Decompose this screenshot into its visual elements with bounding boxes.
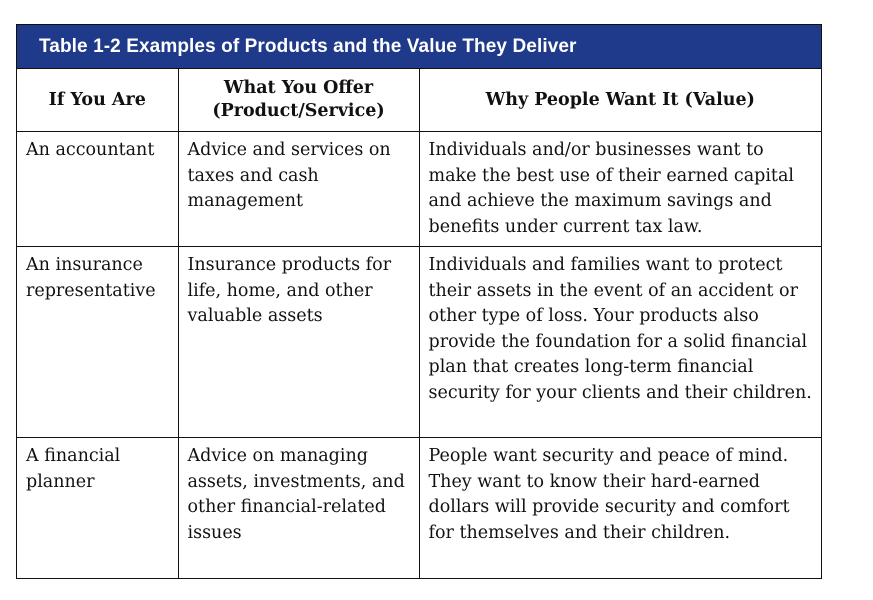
header-what-you-offer-line2: (Product/Service) xyxy=(212,101,385,121)
cell-who: An insurance representative xyxy=(17,247,178,438)
cell-who: An accountant xyxy=(17,132,178,247)
cell-who: A financial planner xyxy=(17,438,178,578)
cell-offer: Advice on managing assets, investments, and other financial-related issues xyxy=(178,438,419,578)
header-what-you-offer-line1: What You Offer xyxy=(223,78,374,98)
cell-value: Individuals and/or businesses want to make the best use of their earned capital and achieve the maximum savings and benefits under current tax law. xyxy=(419,132,821,247)
products-value-table xyxy=(16,24,822,579)
header-why-people-want-it: Why People Want It (Value) xyxy=(419,69,821,132)
header-row xyxy=(17,69,821,132)
cell-offer: Insurance products for life, home, and other valuable assets xyxy=(178,247,419,438)
table-body xyxy=(17,69,821,578)
table-row xyxy=(17,438,821,578)
cell-value: People want security and peace of mind. They want to know their hard-earned dollars will provide security and comfort for themselves and their children. xyxy=(419,438,821,578)
cell-value: Individuals and families want to protect their assets in the event of an accident or other type of loss. Your products also provide the foundation for a solid financial plan that creates long-term financial security for your clients and their children. xyxy=(419,247,821,438)
table-title: Table 1-2 Examples of Products and the Value They Deliver xyxy=(17,25,821,69)
table-row xyxy=(17,247,821,438)
cell-offer: Advice and services on taxes and cash management xyxy=(178,132,419,247)
header-if-you-are: If You Are xyxy=(17,69,178,132)
table-row xyxy=(17,132,821,247)
header-what-you-offer xyxy=(178,69,419,132)
